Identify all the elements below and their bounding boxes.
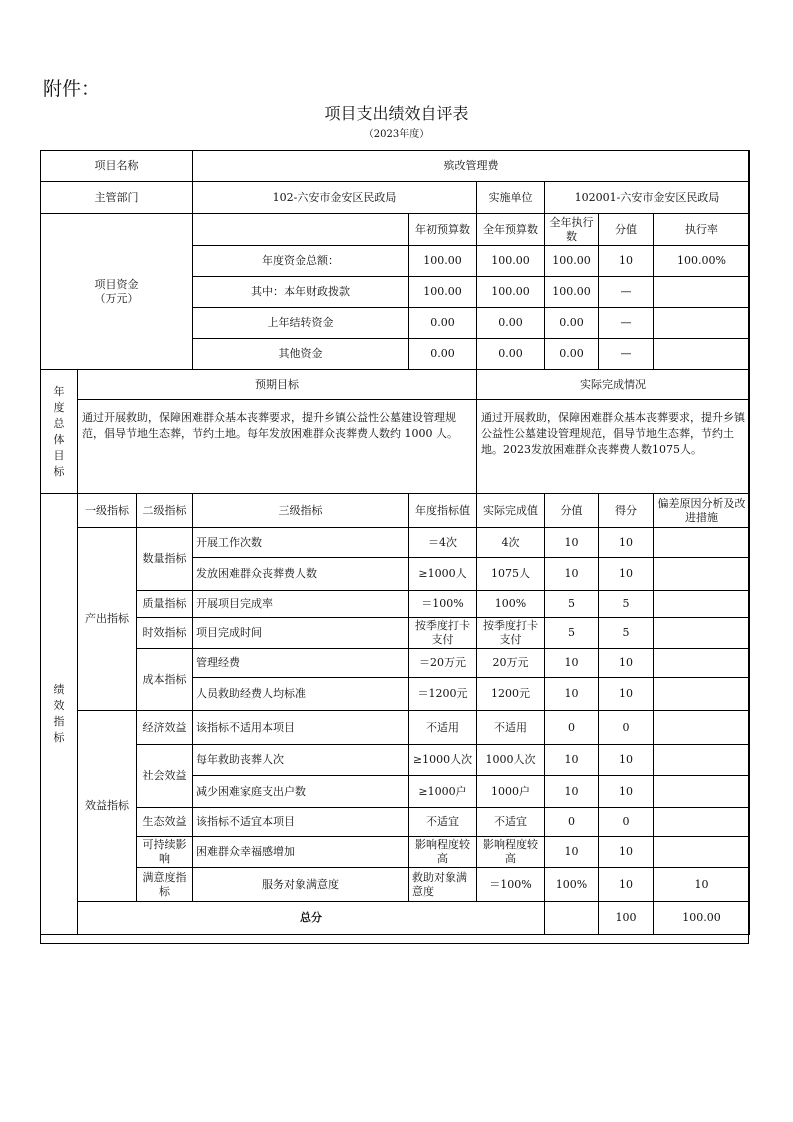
indicator-name: 每年救助丧葬人次	[193, 745, 409, 776]
funds-col-initial: 年初预算数	[409, 214, 477, 246]
indicator-points: 0	[545, 711, 599, 745]
funds-initial: 100.00	[409, 277, 477, 308]
funds-executed: 100.00	[545, 246, 599, 277]
indicator-name: 救助对象满意度	[409, 868, 477, 902]
indicator-name: 减少困难家庭支出户数	[193, 776, 409, 808]
project-name: 殡改管理费	[193, 151, 750, 182]
indicator-actual: 1075人	[477, 558, 545, 591]
indicator-deviation	[654, 711, 750, 745]
indicator-name: 管理经费	[193, 649, 409, 678]
impl-label: 实施单位	[477, 182, 545, 214]
level2-sustainable: 可持续影响	[137, 837, 193, 868]
level2-quality: 质量指标	[137, 591, 193, 618]
ind-header-target: 年度指标值	[409, 494, 477, 528]
expected-goal-header: 预期目标	[78, 370, 477, 400]
indicator-name: 项目完成时间	[193, 618, 409, 649]
indicator-points: 10	[545, 528, 599, 558]
indicator-target: ≥1000人	[409, 558, 477, 591]
funds-annual: 0.00	[477, 308, 545, 339]
indicator-deviation	[654, 618, 750, 649]
indicator-deviation	[654, 745, 750, 776]
funds-label-text: 项目资金 （万元）	[94, 277, 139, 305]
indicator-target: 不适宜	[409, 808, 477, 837]
indicator-target: ＝100%	[409, 591, 477, 618]
total-points: 100	[599, 902, 654, 935]
funds-rate	[654, 277, 750, 308]
level2-cost: 成本指标	[137, 649, 193, 711]
total-score: 100.00	[654, 902, 750, 935]
level2-social: 社会效益	[137, 745, 193, 808]
indicator-target: ＝4次	[409, 528, 477, 558]
ind-header-actual: 实际完成值	[477, 494, 545, 528]
indicator-name: 开展工作次数	[193, 528, 409, 558]
project-name-label: 项目名称	[41, 151, 193, 182]
indicator-name: 开展项目完成率	[193, 591, 409, 618]
funds-initial: 0.00	[409, 308, 477, 339]
indicator-actual: 影响程度较高	[477, 837, 545, 868]
funds-annual: 0.00	[477, 339, 545, 370]
goals-side-label	[41, 370, 78, 494]
funds-row-label: 年度资金总额：	[193, 246, 409, 277]
indicator-points: 0	[545, 808, 599, 837]
level1-benefit: 效益指标	[78, 711, 137, 902]
indicator-target: 不适用	[409, 711, 477, 745]
indicator-actual: 不适宜	[477, 808, 545, 837]
ind-header-points: 分值	[545, 494, 599, 528]
indicator-score: 10	[599, 649, 654, 678]
indicator-actual: 100%	[477, 591, 545, 618]
indicator-actual: 1000户	[477, 776, 545, 808]
level2-economic: 经济效益	[137, 711, 193, 745]
indicator-deviation	[654, 528, 750, 558]
funds-header-blank	[193, 214, 409, 246]
indicator-score: 10	[599, 837, 654, 868]
indicator-deviation	[654, 678, 750, 711]
indicator-points: 5	[545, 591, 599, 618]
funds-col-score-value: 分值	[599, 214, 654, 246]
funds-col-annual: 全年预算数	[477, 214, 545, 246]
funds-executed: 100.00	[545, 277, 599, 308]
dept-label: 主管部门	[41, 182, 193, 214]
indicator-target: ＝100%	[477, 868, 545, 902]
indicator-points: 10	[545, 745, 599, 776]
indicator-actual: 4次	[477, 528, 545, 558]
goals-side-text: 年度总体目标	[53, 384, 65, 478]
indicator-points: 10	[545, 678, 599, 711]
ind-header-score: 得分	[599, 494, 654, 528]
ind-header-level2: 二级指标	[137, 494, 193, 528]
indicator-actual: 1000人次	[477, 745, 545, 776]
indicator-target: 影响程度较高	[409, 837, 477, 868]
indicator-score: 10	[599, 528, 654, 558]
indicator-name: 人员救助经费人均标准	[193, 678, 409, 711]
indicator-score: 5	[599, 618, 654, 649]
indicator-deviation	[654, 558, 750, 591]
indicator-target: 按季度打卡支付	[409, 618, 477, 649]
indicator-actual: 按季度打卡支付	[477, 618, 545, 649]
self-evaluation-table	[40, 150, 750, 935]
indicator-score: 10	[599, 745, 654, 776]
indicator-target: ≥1000人次	[409, 745, 477, 776]
funds-rate: 100.00%	[654, 246, 750, 277]
indicator-actual: 1200元	[477, 678, 545, 711]
funds-row-label: 其他资金	[193, 339, 409, 370]
level2-quantity: 数量指标	[137, 528, 193, 591]
indicator-score: 0	[599, 711, 654, 745]
indicator-deviation	[654, 591, 750, 618]
actual-goal-header: 实际完成情况	[477, 370, 750, 400]
funds-col-executed: 全年执行数	[545, 214, 599, 246]
indicator-score: 0	[599, 808, 654, 837]
expected-goal-text: 通过开展救助，保障困难群众基本丧葬要求，提升乡镇公益性公墓建设管理规范，倡导节地生态葬，节约土地。每年发放困难群众丧葬费人数约 1000 人。	[78, 400, 477, 494]
funds-rate	[654, 308, 750, 339]
funds-score-value: —	[599, 339, 654, 370]
indicator-points: 10	[545, 558, 599, 591]
ind-header-level1: 一级指标	[78, 494, 137, 528]
funds-initial: 100.00	[409, 246, 477, 277]
attachment-label: 附件：	[43, 78, 101, 100]
funds-score-value: 10	[599, 246, 654, 277]
report-year: （2023年度）	[363, 129, 430, 140]
funds-executed: 0.00	[545, 339, 599, 370]
indicator-score: 10	[654, 868, 750, 902]
total-blank	[545, 902, 599, 935]
indicator-actual: 100%	[545, 868, 599, 902]
funds-col-rate: 执行率	[654, 214, 750, 246]
indicator-points: 10	[545, 776, 599, 808]
indicator-name: 困难群众幸福感增加	[193, 837, 409, 868]
level1-satisfaction: 满意度指标	[137, 868, 193, 902]
indicator-points: 10	[545, 837, 599, 868]
page-title: 项目支出绩效自评表	[324, 104, 469, 123]
indicator-name: 该指标不适用本项目	[193, 711, 409, 745]
indicator-deviation	[654, 837, 750, 868]
dept-value: 102-六安市金安区民政局	[193, 182, 477, 214]
indicator-score: 10	[599, 678, 654, 711]
indicator-score: 10	[599, 776, 654, 808]
indicator-target: ＝1200元	[409, 678, 477, 711]
indicator-name: 发放困难群众丧葬费人数	[193, 558, 409, 591]
level2-service-satisfaction: 服务对象满意度	[193, 868, 409, 902]
ind-header-level3: 三级指标	[193, 494, 409, 528]
indicator-points: 10	[545, 649, 599, 678]
level2-timeliness: 时效指标	[137, 618, 193, 649]
actual-goal-text: 通过开展救助，保障困难群众基本丧葬要求，提升乡镇公益性公墓建设管理规范，倡导节地生态葬，节约土地。2023发放困难群众丧葬费人数1075人。	[477, 400, 750, 494]
indicator-points: 5	[545, 618, 599, 649]
indicators-side-text: 绩效指标	[53, 683, 65, 744]
level2-ecological: 生态效益	[137, 808, 193, 837]
indicator-target: ＝20万元	[409, 649, 477, 678]
indicators-side-label	[41, 494, 78, 935]
funds-row-label: 上年结转资金	[193, 308, 409, 339]
ind-header-deviation: 偏差原因分析及改进措施	[654, 494, 750, 528]
indicator-score: 5	[599, 591, 654, 618]
funds-label	[41, 214, 193, 370]
funds-score-value: —	[599, 308, 654, 339]
indicator-points: 10	[599, 868, 654, 902]
indicator-name: 该指标不适宜本项目	[193, 808, 409, 837]
funds-annual: 100.00	[477, 277, 545, 308]
level1-output: 产出指标	[78, 528, 137, 711]
indicator-target: ≥1000户	[409, 776, 477, 808]
funds-row-label: 其中：本年财政拨款	[193, 277, 409, 308]
funds-annual: 100.00	[477, 246, 545, 277]
indicator-deviation	[654, 808, 750, 837]
funds-initial: 0.00	[409, 339, 477, 370]
indicator-score: 10	[599, 558, 654, 591]
indicator-deviation	[654, 649, 750, 678]
indicator-actual: 20万元	[477, 649, 545, 678]
impl-value: 102001-六安市金安区民政局	[545, 182, 750, 214]
total-label: 总分	[78, 902, 545, 935]
indicator-deviation	[654, 776, 750, 808]
indicator-actual: 不适用	[477, 711, 545, 745]
funds-executed: 0.00	[545, 308, 599, 339]
funds-score-value: —	[599, 277, 654, 308]
funds-rate	[654, 339, 750, 370]
